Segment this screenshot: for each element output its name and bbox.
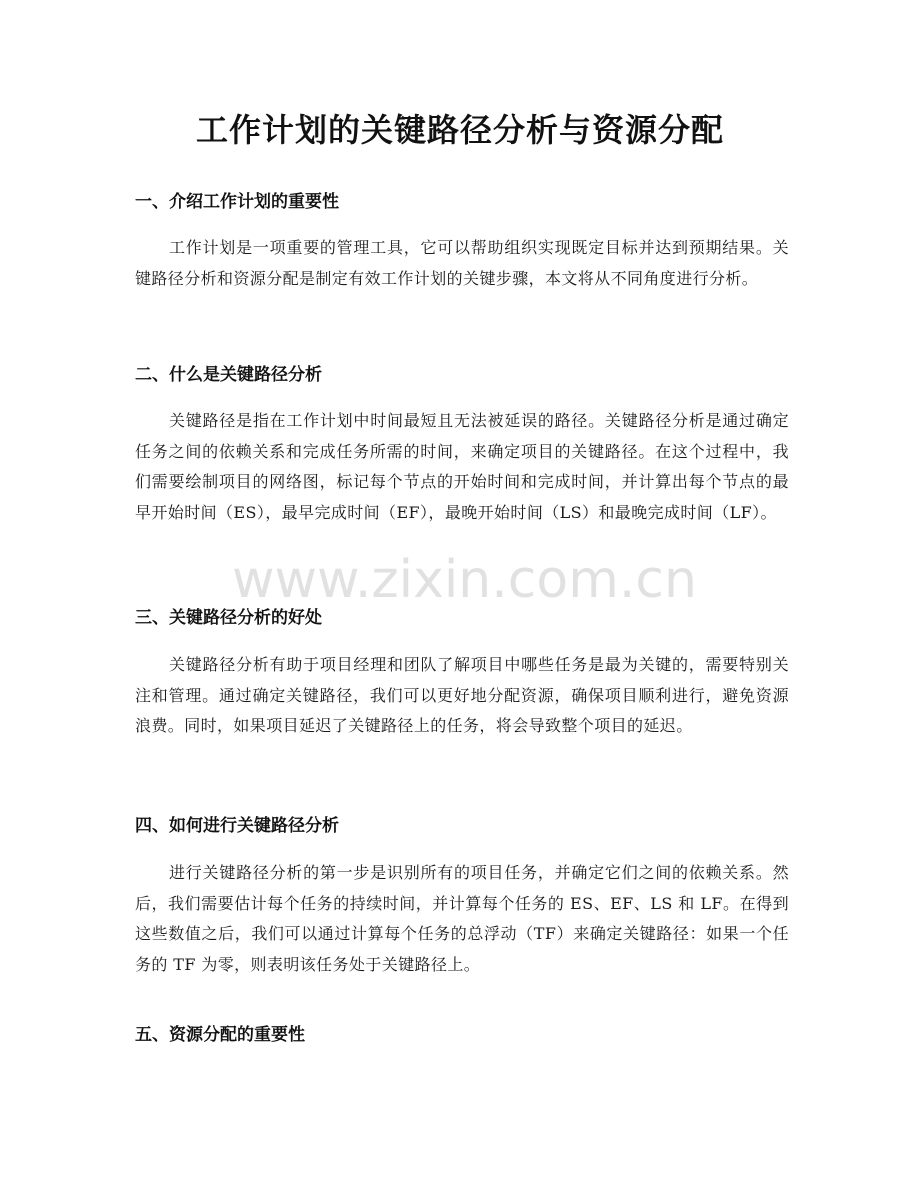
section-heading-3: 三、关键路径分析的好处	[135, 608, 322, 628]
section-paragraph-2: 关键路径是指在工作计划中时间最短且无法被延误的路径。关键路径分析是通过确定任务之间的依赖关系和完成任务所需的时间，来确定项目的关键路径。在这个过程中，我们需要绘制项目的网络图，标记每个节点的开始时间和完成时间，并计算出每个节点的最早开始时间（ES），最早完成时间（EF），最晚开始时间（LS）和最晚完成时间（LF）。	[135, 411, 789, 522]
section-heading-5: 五、资源分配的重要性	[135, 1025, 305, 1045]
section-paragraph-3: 关键路径分析有助于项目经理和团队了解项目中哪些任务是最为关键的，需要特别关注和管理。通过确定关键路径，我们可以更好地分配资源，确保项目顺利进行，避免资源浪费。同时，如果项目延迟了关键路径上的任务，将会导致整个项目的延迟。	[135, 655, 789, 735]
section-paragraph-4: 进行关键路径分析的第一步是识别所有的项目任务，并确定它们之间的依赖关系。然后，我们需要估计每个任务的持续时间，并计算每个任务的 ES、EF、LS 和 LF。在得到这些数值之后，我们可以通过计算每个任务的总浮动（TF）来确定关键路径：如果一个任务的 TF 为零，则表明该任务处于关键路径上。	[135, 863, 789, 974]
watermark-text: www.zixin.com.cn	[232, 550, 697, 610]
section-heading-1: 一、介绍工作计划的重要性	[135, 192, 339, 212]
section-paragraph-1: 工作计划是一项重要的管理工具，它可以帮助组织实现既定目标并达到预期结果。关键路径分析和资源分配是制定有效工作计划的关键步骤，本文将从不同角度进行分析。	[135, 238, 789, 288]
section-heading-4: 四、如何进行关键路径分析	[135, 816, 339, 836]
section-heading-2: 二、什么是关键路径分析	[135, 365, 322, 385]
document-title: 工作计划的关键路径分析与资源分配	[195, 111, 724, 149]
